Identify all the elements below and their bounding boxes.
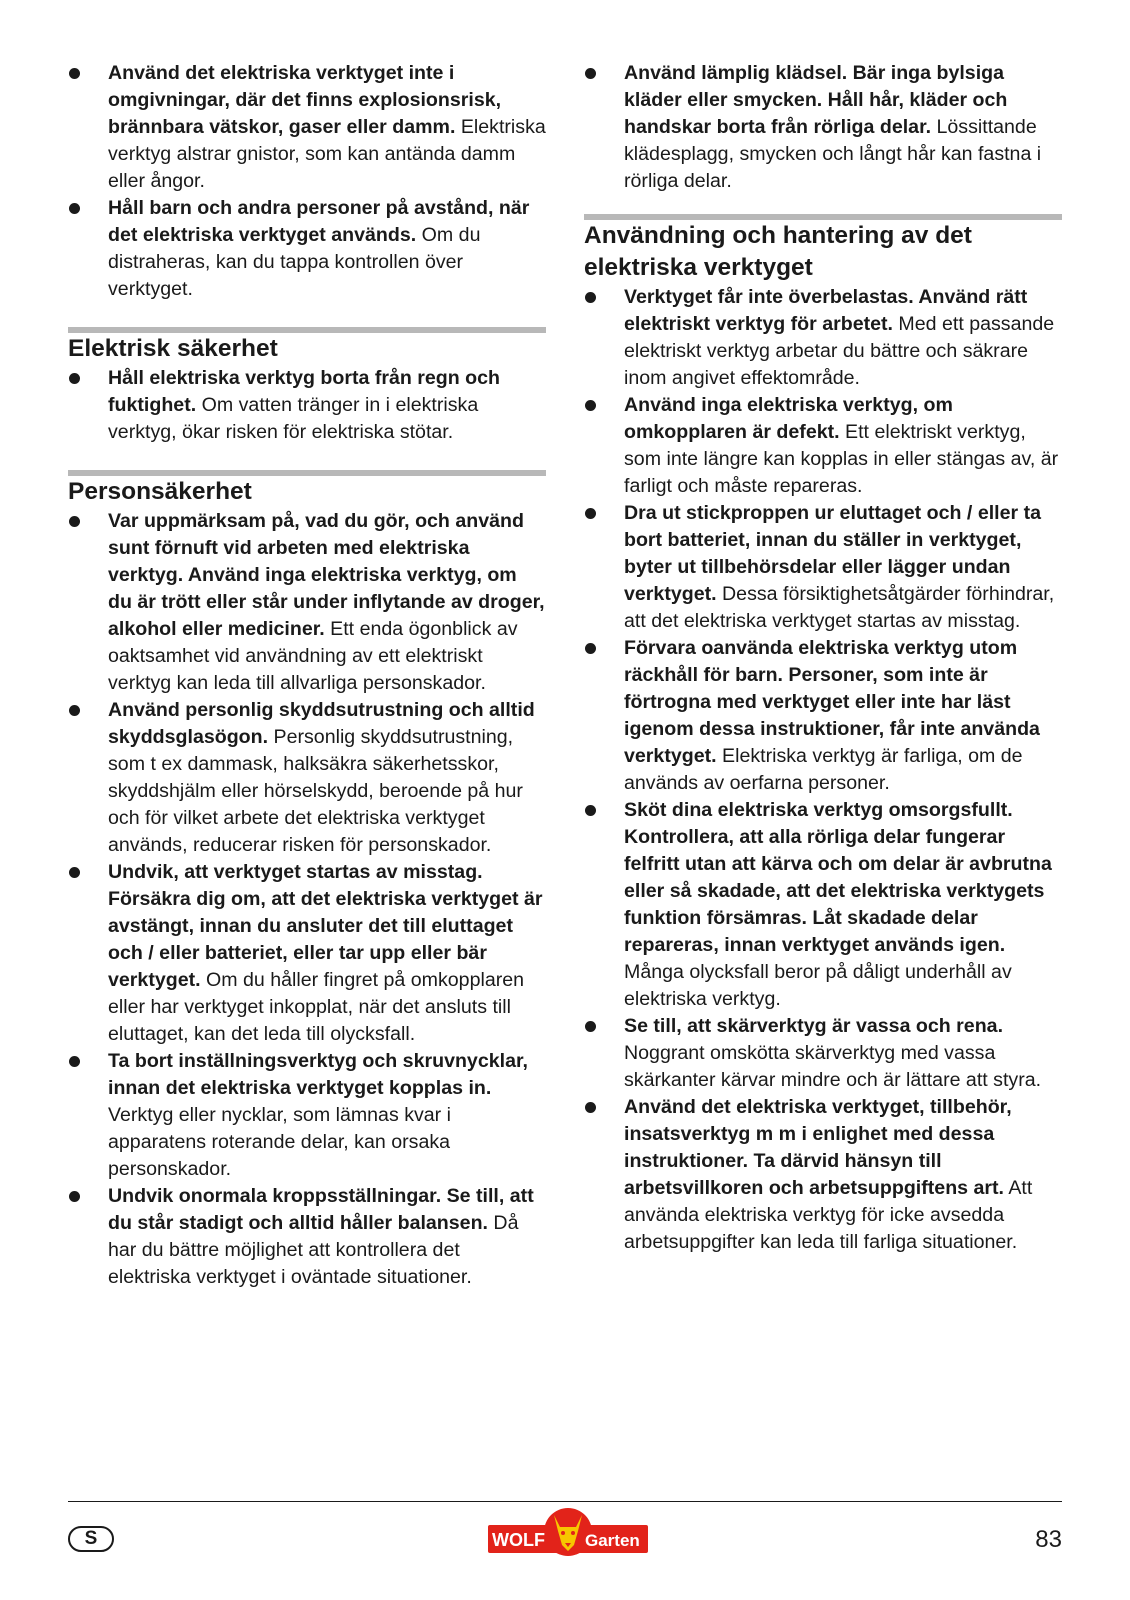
item-text: Ett elektriskt verktyg, som inte längre kan kopplas in eller stängas av, är farligt och måste repareras. <box>624 421 1059 497</box>
footer-rule <box>68 1501 1062 1502</box>
item-bold-text: Sköt dina elektriska verktyg omsorgsfullt. Kontrollera, att alla rörliga delar fungerar felfritt utan att kärva och om delar är avbrutna eller så skadade, att det elektriska verktygets funktion försämras. Låt skadade delar repareras, innan verktyget används igen. <box>624 799 1052 956</box>
left-column <box>68 60 546 1291</box>
item-text: Elektriska verktyg är farliga, om de används av oerfarna personer. <box>624 745 1023 794</box>
list-item <box>68 697 546 859</box>
bullet-icon <box>69 1191 80 1202</box>
wolf-garten-logo <box>488 1505 648 1559</box>
item-bold-text: Ta bort inställningsverktyg och skruvnycklar, innan det elektriska verktyget kopplas in. <box>108 1050 528 1099</box>
bullet-icon <box>69 68 80 79</box>
item-bold-text: Var uppmärksam på, vad du gör, och använd sunt förnuft vid arbeten med elektriska verktyg. Använd inga elektriska verktyg, om du är trött eller står under inflytande av droger, alkohol eller mediciner. <box>108 510 545 640</box>
item-bold-text: Använd lämplig klädsel. Bär inga bylsiga kläder eller smycken. Håll hår, kläder och handskar borta från rörliga delar. <box>624 62 1008 138</box>
item-bold-text: Håll elektriska verktyg borta från regn och fuktighet. <box>108 367 501 416</box>
bullet-icon <box>585 292 596 303</box>
item-bold-text: Se till, att skärverktyg är vassa och rena. <box>624 1015 1004 1037</box>
right-list-1 <box>584 60 1062 195</box>
logo-text-wolf: WOLF <box>492 1530 545 1550</box>
bullet-icon <box>585 1102 596 1113</box>
list-item <box>68 508 546 697</box>
item-text: Verktyg eller nycklar, som lämnas kvar i apparatens roterande delar, kan orsaka personskador. <box>108 1104 452 1180</box>
bullet-icon <box>69 1056 80 1067</box>
item-text: Elektriska verktyg alstrar gnistor, som kan antända damm eller ångor. <box>108 116 546 192</box>
list-item <box>68 195 546 303</box>
item-bold-text: Håll barn och andra personer på avstånd, när det elektriska verktyget används. <box>108 197 530 246</box>
item-bold-text: Använd det elektriska verktyget, tillbehör, insatsverktyg m m i enlighet med dessa instruktioner. Ta därvid hänsyn till arbetsvillkoren och arbetsuppgiftens art. <box>624 1096 1012 1199</box>
item-bold-text: Undvik onormala kroppsställningar. Se till, att du står stadigt och alltid håller balansen. <box>108 1185 534 1234</box>
left-list-1 <box>68 60 546 303</box>
list-item <box>68 1183 546 1291</box>
bullet-icon <box>69 705 80 716</box>
bullet-icon <box>585 508 596 519</box>
bullet-icon <box>585 400 596 411</box>
bullet-icon <box>69 516 80 527</box>
list-item <box>584 797 1062 1013</box>
item-text: Personlig skyddsutrustning, som t ex dammask, halksäkra säkerhetsskor, skyddshjälm eller hörselskydd, beroende på hur och för vilket arbete det elektriska verktyget används, reducerar risken för personskador. <box>108 726 523 856</box>
heading-personsakerhet: Personsäkerhet <box>68 478 252 505</box>
list-item <box>584 635 1062 797</box>
right-list-2 <box>584 284 1062 1256</box>
left-list-2 <box>68 365 546 446</box>
item-text: Ett enda ögonblick av oaktsamhet vid användning av ett elektriskt verktyg kan leda till allvarliga personskador. <box>108 618 518 694</box>
right-column <box>584 60 1062 1256</box>
logo-text-garten: Garten <box>585 1531 640 1550</box>
item-bold-text: Undvik, att verktyget startas av misstag. Försäkra dig om, att det elektriska verktyget är avstängt, innan du ansluter det till eluttaget och / eller batteriet, eller tar upp eller bär verktyget. <box>108 861 543 991</box>
bullet-icon <box>69 373 80 384</box>
item-text: Om du distraheras, kan du tappa kontrollen över verktyget. <box>108 224 481 300</box>
item-text: Dessa försiktighetsåtgärder förhindrar, att det elektriska verktyget startas av misstag. <box>624 583 1055 632</box>
list-item <box>584 1094 1062 1256</box>
list-item <box>68 859 546 1048</box>
item-text: Noggrant omskötta skärverktyg med vassa skärkanter kärvar mindre och är lättare att styra. <box>624 1042 1042 1091</box>
item-text: Att använda elektriska verktyg för icke avsedda arbetsuppgifter kan leda till farliga situationer. <box>624 1177 1033 1253</box>
list-item <box>68 60 546 195</box>
bullet-icon <box>585 1021 596 1032</box>
item-text: Om du håller fingret på omkopplaren eller har verktyget inkopplat, när det ansluts till eluttaget, kan det leda till olycksfall. <box>108 969 525 1045</box>
left-list-3 <box>68 508 546 1291</box>
item-text: Då har du bättre möjlighet att kontrollera det elektriska verktyget i oväntade situationer. <box>108 1212 519 1288</box>
item-bold-text: Förvara oanvända elektriska verktyg utom räckhåll för barn. Personer, som inte är förtrogna med verktyget eller inte har läst igenom dessa instruktioner, får inte använda verktyget. <box>624 637 1040 767</box>
heading-elektrisk-sakerhet: Elektrisk säkerhet <box>68 335 278 362</box>
list-item <box>584 60 1062 195</box>
item-bold-text: Använd inga elektriska verktyg, om omkopplaren är defekt. <box>624 394 953 443</box>
item-text: Med ett passande elektriskt verktyg arbetar du bättre och säkrare inom angivet effektområde. <box>624 313 1055 389</box>
item-text: Lössittande klädesplagg, smycken och långt hår kan fastna i rörliga delar. <box>624 116 1042 192</box>
page-number: 83 <box>1035 1526 1062 1553</box>
bullet-icon <box>585 805 596 816</box>
item-bold-text: Dra ut stickproppen ur eluttaget och / eller ta bort batteriet, innan du ställer in verktyget, byter ut tillbehörsdelar eller lägger undan verktyget. <box>624 502 1041 605</box>
list-item <box>584 500 1062 635</box>
list-item <box>584 284 1062 392</box>
bullet-icon <box>585 643 596 654</box>
bullet-icon <box>585 68 596 79</box>
heading-anvandning-och-hantering: Användning och hantering av det elektriska verktyget <box>584 222 972 281</box>
list-item <box>584 1013 1062 1094</box>
list-item <box>68 1048 546 1183</box>
item-text: Om vatten tränger in i elektriska verktyg, ökar risken för elektriska stötar. <box>108 394 479 443</box>
list-item <box>68 365 546 446</box>
bullet-icon <box>69 203 80 214</box>
bullet-icon <box>69 867 80 878</box>
item-bold-text: Använd personlig skyddsutrustning och alltid skyddsglasögon. <box>108 699 535 748</box>
list-item <box>584 392 1062 500</box>
language-badge: S <box>68 1526 114 1552</box>
item-bold-text: Verktyget får inte överbelastas. Använd rätt elektriskt verktyg för arbetet. <box>624 286 1028 335</box>
item-text: Många olycksfall beror på dåligt underhåll av elektriska verktyg. <box>624 961 1012 1010</box>
item-bold-text: Använd det elektriska verktyget inte i omgivningar, där det finns explosionsrisk, brännbara vätskor, gaser eller damm. <box>108 62 502 138</box>
